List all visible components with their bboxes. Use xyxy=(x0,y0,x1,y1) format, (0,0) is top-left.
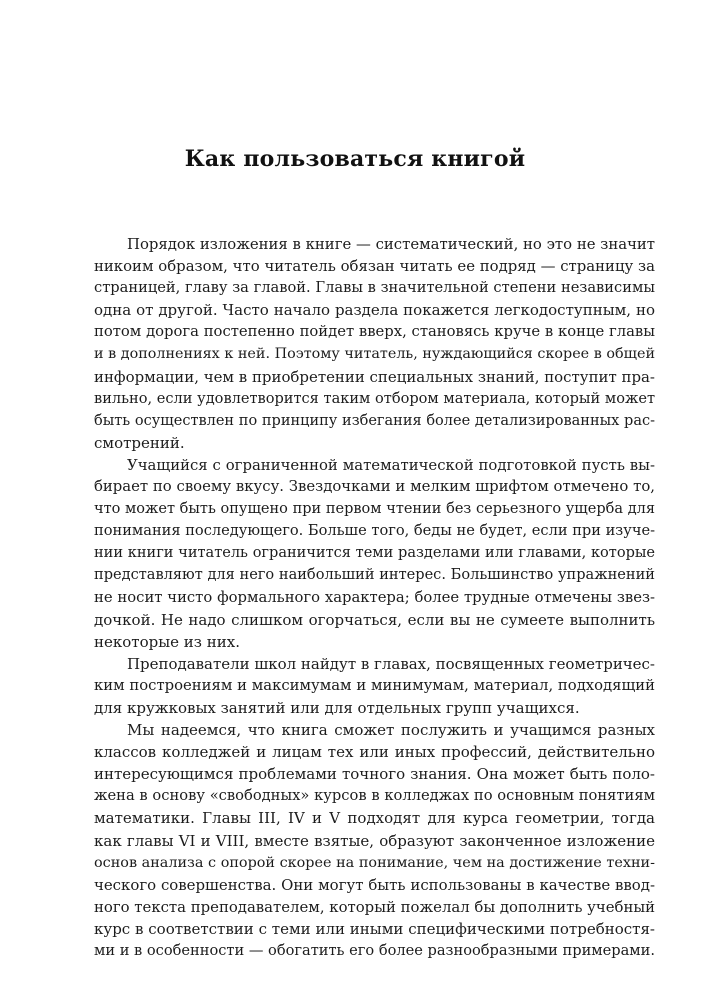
text-line: курс в соответствии с теми или иными специфическими потребностя- xyxy=(94,919,655,938)
text-line: жена в основу «свободных» курсов в колледжах по основным понятиям xyxy=(94,787,655,805)
text-line: бирает по своему вкусу. Звездочками и мелким шрифтом отмечено то, xyxy=(94,478,655,496)
paragraph-4 xyxy=(94,719,655,962)
text-line: некоторые из них. xyxy=(94,632,240,651)
text-line: представляют для него наибольший интерес. Большинство упражнений xyxy=(94,566,655,584)
text-line: Порядок изложения в книге — систематический, но это не значит xyxy=(127,235,655,253)
text-line: для кружковых занятий или для отдельных групп учащихся. xyxy=(94,698,580,717)
text-line: ким построениям и максимумам и минимумам, материал, подходящий xyxy=(94,676,655,694)
text-line: дочкой. Не надо слишком огорчаться, если вы не сумеете выполнить xyxy=(94,610,655,629)
paragraph-3 xyxy=(94,653,655,719)
text-line: Мы надеемся, что книга сможет послужить и учащимся разных xyxy=(127,721,655,740)
paragraph-1 xyxy=(94,233,655,454)
text-line: вильно, если удовлетворится таким отбором материала, который может xyxy=(94,389,655,407)
text-line: как главы VI и VIII, вместе взятые, образуют законченное изложение xyxy=(94,831,655,850)
text-line: не носит чисто формального характера; более трудные отмечены звез- xyxy=(94,588,655,606)
paragraph-2 xyxy=(94,454,655,653)
text-line: никоим образом, что читатель обязан читать ее подряд — страницу за xyxy=(94,257,655,276)
text-line: что может быть опущено при первом чтении без серьезного ущерба для xyxy=(94,501,655,518)
text-line: Преподаватели школ найдут в главах, посвященных геометричес- xyxy=(127,654,655,673)
text-line: нии книги читатель ограничится теми разделами или главами, которые xyxy=(94,545,655,562)
text-line: ного текста преподавателем, который пожелал бы дополнить учебный xyxy=(94,897,656,916)
text-line: основ анализа с опорой скорее на понимание, чем на достижение техни- xyxy=(94,854,655,871)
text-line: Учащийся с ограниченной математической подготовкой пусть вы- xyxy=(127,455,655,474)
text-line: смотрений. xyxy=(94,433,185,452)
text-line: понимания последующего. Больше того, беды не будет, если при изуче- xyxy=(94,522,656,540)
text-line: информации, чем в приобретении специальных знаний, поступит пра- xyxy=(94,367,655,386)
text-line: потом дорога постепенно пойдет вверх, становясь круче в конце главы xyxy=(94,323,655,341)
text-line: математики. Главы III, IV и V подходят для курса геометрии, тогда xyxy=(94,809,655,828)
body-text xyxy=(94,233,655,962)
text-line: классов колледжей и лицам тех или иных профессий, действительно xyxy=(94,743,655,762)
page-title: Как пользоваться книгой xyxy=(184,146,526,172)
text-line: одна от другой. Часто начало раздела покажется легкодоступным, но xyxy=(94,301,655,320)
text-line: быть осуществлен по принципу избегания более детализированных рас- xyxy=(94,412,655,429)
text-line: страницей, главу за главой. Главы в значительной степени независимы xyxy=(94,279,655,297)
text-line: ческого совершенства. Они могут быть использованы в качестве ввод- xyxy=(94,875,655,894)
text-line: ми и в особенности — обогатить его более разнообразными примерами. xyxy=(94,942,655,959)
text-line: и в дополнениях к ней. Поэтому читатель, нуждающийся скорее в общей xyxy=(94,346,655,363)
text-line: интересующимся проблемами точного знания. Она может быть поло- xyxy=(94,765,655,784)
